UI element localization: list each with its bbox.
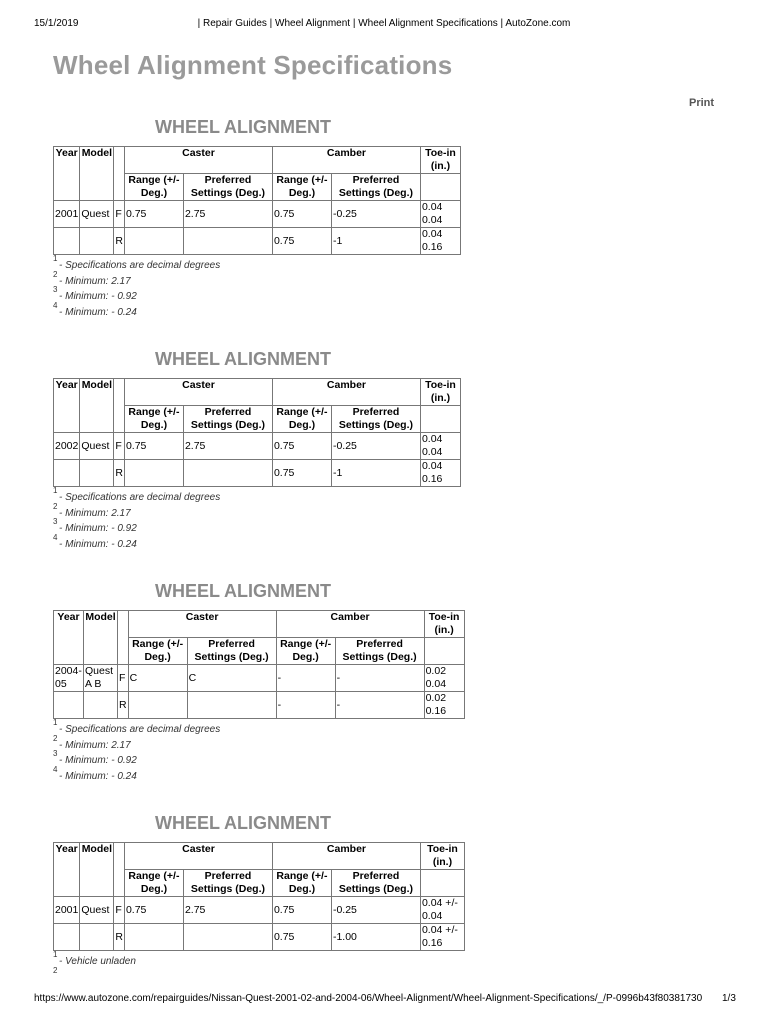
col-model: Model	[80, 147, 114, 201]
footnote-number: 4	[53, 300, 58, 310]
cell-toe-in: 0.02 0.04	[424, 665, 464, 692]
footnote-text: - Minimum: 2.17	[59, 739, 131, 751]
footnote	[53, 269, 461, 290]
footnote-text: - Vehicle unladen	[59, 956, 136, 967]
col-caster-preferred: Preferred Settings (Deg.)	[183, 870, 272, 897]
cell-caster-range	[124, 228, 183, 255]
cell-year	[54, 692, 84, 719]
cell-caster-preferred	[183, 228, 272, 255]
footnote-number: 3	[53, 285, 58, 294]
table-row	[54, 924, 465, 951]
cell-model	[80, 460, 114, 487]
cell-year	[54, 228, 80, 255]
cell-model: Quest	[80, 201, 114, 228]
col-camber-preferred: Preferred Settings (Deg.)	[331, 174, 420, 201]
footnote-text: - Minimum: 2.17	[59, 275, 131, 287]
footnote	[53, 950, 465, 970]
footnote-number: 1	[53, 254, 58, 263]
print-link[interactable]: Print	[689, 97, 715, 109]
cell-model: Quest	[80, 897, 114, 924]
table-row	[54, 201, 461, 228]
col-camber-range: Range (+/- Deg.)	[272, 406, 331, 433]
cell-year	[54, 924, 80, 951]
cell-toe-in: 0.04 0.16	[420, 460, 460, 487]
cell-toe-in: 0.04 +/- 0.04	[420, 897, 464, 924]
col-caster-range: Range (+/- Deg.)	[124, 406, 183, 433]
col-caster: Caster	[124, 843, 272, 870]
footnote-number: 1	[53, 950, 58, 959]
section-title: WHEEL ALIGNMENT	[155, 581, 331, 601]
footnote-number: 2	[53, 269, 58, 279]
cell-caster-range: 0.75	[124, 897, 183, 924]
col-year: Year	[54, 843, 80, 897]
col-caster-range: Range (+/- Deg.)	[124, 174, 183, 201]
footnote-text: - Specifications are decimal degrees	[59, 724, 221, 735]
col-caster: Caster	[124, 379, 272, 406]
footnote-text: - Specifications are decimal degrees	[59, 260, 221, 271]
cell-caster-preferred: 2.75	[183, 897, 272, 924]
col-camber: Camber	[272, 379, 420, 406]
cell-model	[80, 924, 114, 951]
footnotes	[53, 950, 465, 975]
cell-caster-range: 0.75	[124, 433, 183, 460]
table-row	[54, 897, 465, 924]
cell-caster-preferred	[183, 924, 272, 951]
cell-caster-preferred	[183, 460, 272, 487]
cell-camber-preferred: -0.25	[331, 201, 420, 228]
cell-caster-range	[124, 924, 183, 951]
table-row	[54, 665, 465, 692]
cell-camber-range: 0.75	[272, 201, 331, 228]
col-position	[114, 843, 125, 897]
col-camber-preferred: Preferred Settings (Deg.)	[331, 406, 420, 433]
page-url: https://www.autozone.com/repairguides/Nissan-Quest-2001-02-and-2004-06/Wheel-Alignment/Wheel-Alignment-Specifications/_/P-0996b43f80381730	[34, 993, 703, 1004]
alignment-table	[53, 146, 461, 255]
footnote	[53, 733, 465, 754]
cell-year: 2002	[54, 433, 80, 460]
col-caster-preferred: Preferred Settings (Deg.)	[183, 174, 272, 201]
footnotes	[53, 718, 465, 784]
cell-caster-range	[128, 692, 187, 719]
footnote-number: 4	[53, 764, 58, 774]
footnote-text: - Minimum: - 0.92	[59, 755, 137, 766]
table-row	[54, 692, 465, 719]
cell-camber-range: -	[276, 692, 335, 719]
table-row	[54, 460, 461, 487]
col-toe-blank	[420, 406, 460, 433]
cell-year: 2001	[54, 201, 80, 228]
footnote-number: 2	[53, 501, 58, 511]
col-camber: Camber	[272, 843, 420, 870]
cell-year: 2001	[54, 897, 80, 924]
footnote-text: - Minimum: - 0.24	[59, 770, 137, 782]
footnote	[53, 718, 465, 738]
footnote	[53, 749, 465, 769]
section-title: WHEEL ALIGNMENT	[155, 117, 331, 137]
page-title: Wheel Alignment Specifications	[53, 50, 453, 80]
table-row	[54, 433, 461, 460]
cell-toe-in: 0.04 0.16	[420, 228, 460, 255]
footnote-number: 4	[53, 532, 58, 542]
alignment-table	[53, 610, 465, 719]
col-toe-in: Toe-in (in.)	[420, 379, 460, 406]
page-number: 1/3	[722, 993, 736, 1004]
col-camber: Camber	[276, 611, 424, 638]
col-toe-blank	[420, 870, 464, 897]
cell-toe-in: 0.04 0.04	[420, 201, 460, 228]
col-toe-in: Toe-in (in.)	[424, 611, 464, 638]
cell-position: R	[114, 924, 125, 951]
section-title: WHEEL ALIGNMENT	[155, 813, 331, 833]
cell-camber-range: -	[276, 665, 335, 692]
cell-toe-in: 0.04 +/- 0.16	[420, 924, 464, 951]
footnote-text: - Specifications are decimal degrees	[59, 492, 221, 503]
cell-camber-preferred: -	[335, 665, 424, 692]
cell-caster-preferred: 2.75	[183, 433, 272, 460]
alignment-section	[53, 348, 461, 552]
col-toe-in: Toe-in (in.)	[420, 843, 464, 870]
cell-camber-range: 0.75	[272, 897, 331, 924]
alignment-table	[53, 378, 461, 487]
col-camber: Camber	[272, 147, 420, 174]
col-toe-blank	[424, 638, 464, 665]
col-caster-range: Range (+/- Deg.)	[124, 870, 183, 897]
footnote	[53, 254, 461, 274]
cell-caster-preferred: C	[187, 665, 276, 692]
col-position	[114, 147, 125, 201]
footnotes	[53, 254, 461, 320]
col-model: Model	[80, 379, 114, 433]
col-year: Year	[54, 379, 80, 433]
cell-camber-preferred: -1.00	[331, 924, 420, 951]
col-position	[114, 379, 125, 433]
footnote	[53, 486, 461, 506]
cell-year	[54, 460, 80, 487]
col-toe-blank	[420, 174, 460, 201]
cell-position: R	[118, 692, 129, 719]
cell-caster-preferred	[187, 692, 276, 719]
col-camber-range: Range (+/- Deg.)	[272, 870, 331, 897]
footnote	[53, 532, 461, 553]
table-row	[54, 228, 461, 255]
col-camber-range: Range (+/- Deg.)	[276, 638, 335, 665]
col-toe-in: Toe-in (in.)	[420, 147, 460, 174]
col-caster: Caster	[124, 147, 272, 174]
col-position	[118, 611, 129, 665]
cell-camber-preferred: -0.25	[331, 897, 420, 924]
cell-camber-range: 0.75	[272, 228, 331, 255]
alignment-section	[53, 116, 461, 320]
cell-camber-range: 0.75	[272, 924, 331, 951]
col-camber-preferred: Preferred Settings (Deg.)	[331, 870, 420, 897]
cell-camber-range: 0.75	[272, 433, 331, 460]
col-caster-range: Range (+/- Deg.)	[128, 638, 187, 665]
cell-model: Quest A B	[84, 665, 118, 692]
footnote-number: 1	[53, 718, 58, 727]
footnote	[53, 285, 461, 305]
cell-position: F	[118, 665, 129, 692]
cell-position: R	[114, 460, 125, 487]
cell-caster-range: 0.75	[124, 201, 183, 228]
cell-model	[80, 228, 114, 255]
cell-year: 2004-05	[55, 665, 82, 690]
cell-toe-in: 0.02 0.16	[424, 692, 464, 719]
cell-caster-preferred: 2.75	[183, 201, 272, 228]
footnote	[53, 517, 461, 537]
cell-camber-preferred: -	[335, 692, 424, 719]
alignment-section	[53, 812, 465, 975]
footnotes	[53, 486, 461, 552]
col-year: Year	[54, 147, 80, 201]
col-camber-range: Range (+/- Deg.)	[272, 174, 331, 201]
cell-position: F	[114, 897, 125, 924]
print-date: 15/1/2019	[34, 18, 79, 29]
alignment-section	[53, 580, 465, 784]
cell-camber-preferred: -0.25	[331, 433, 420, 460]
footnote-text: - Minimum: - 0.24	[59, 538, 137, 550]
footnote	[53, 764, 465, 785]
cell-caster-range: C	[128, 665, 187, 692]
cell-position: R	[114, 228, 125, 255]
footnote-number: 3	[53, 749, 58, 758]
section-title: WHEEL ALIGNMENT	[155, 349, 331, 369]
footnote-number: 2	[53, 965, 58, 975]
col-camber-preferred: Preferred Settings (Deg.)	[335, 638, 424, 665]
cell-model: Quest	[80, 433, 114, 460]
col-year: Year	[54, 611, 84, 665]
footnote	[53, 300, 461, 321]
footnote	[53, 501, 461, 522]
alignment-table	[53, 842, 465, 951]
cell-toe-in: 0.04 0.04	[420, 433, 460, 460]
cell-caster-range	[124, 460, 183, 487]
print-page-title: | Repair Guides | Wheel Alignment | Wheel Alignment Specifications | AutoZone.com	[197, 18, 571, 29]
footnote-text: - Minimum: - 0.92	[59, 291, 137, 302]
cell-camber-preferred: -1	[331, 228, 420, 255]
cell-camber-preferred: -1	[331, 460, 420, 487]
footnote-text: - Minimum: - 0.24	[59, 306, 137, 318]
footnote-number: 3	[53, 517, 58, 526]
col-caster: Caster	[128, 611, 276, 638]
col-caster-preferred: Preferred Settings (Deg.)	[183, 406, 272, 433]
cell-camber-range: 0.75	[272, 460, 331, 487]
footnote-text: - Minimum: - 0.92	[59, 523, 137, 534]
footnote-number: 2	[53, 733, 58, 743]
col-caster-preferred: Preferred Settings (Deg.)	[187, 638, 276, 665]
cell-position: F	[114, 201, 125, 228]
cell-model	[84, 692, 118, 719]
cell-position: F	[114, 433, 125, 460]
footnote-text: - Minimum: 2.17	[59, 507, 131, 519]
col-model: Model	[84, 611, 118, 665]
footnote-number: 1	[53, 486, 58, 495]
col-model: Model	[80, 843, 114, 897]
